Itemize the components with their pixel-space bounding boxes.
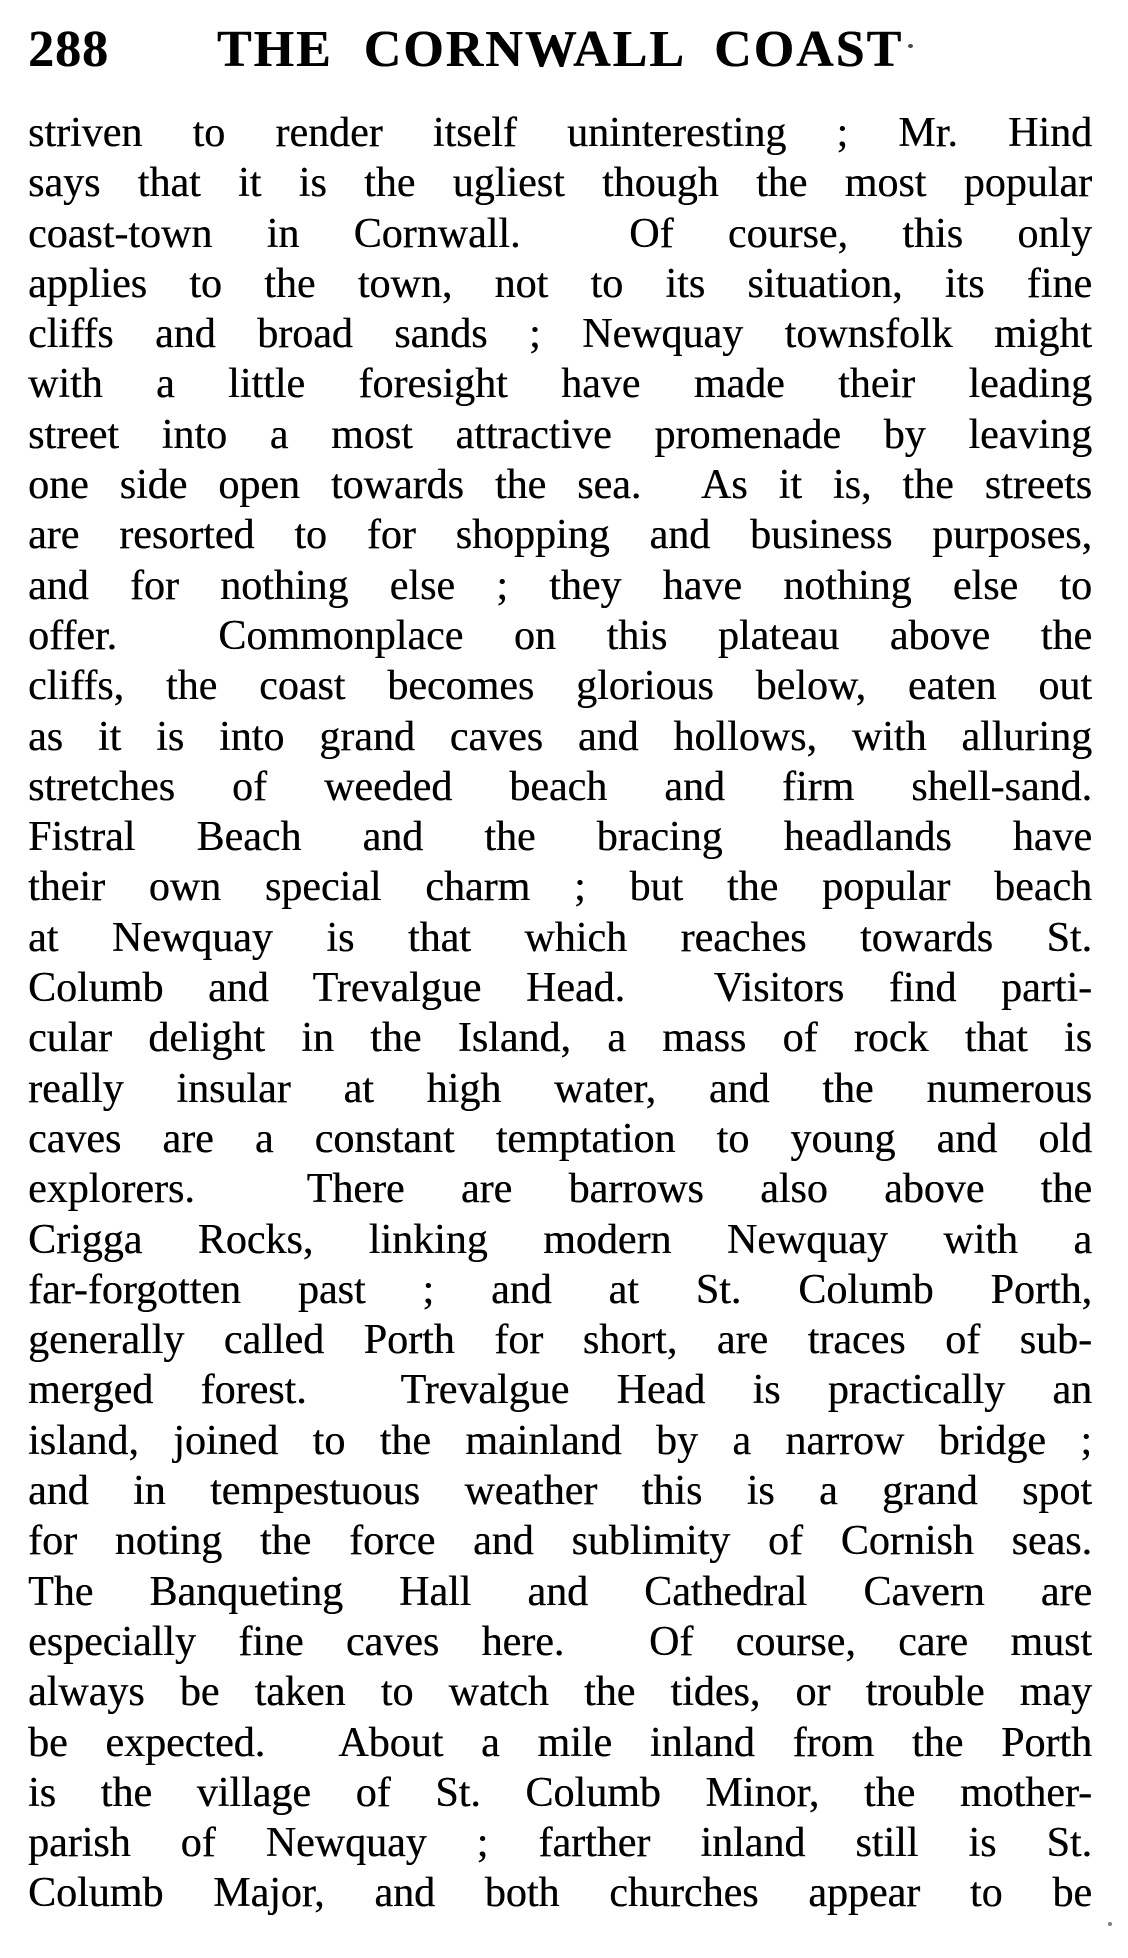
text-line: stretches of weeded beach and firm shell-sand.: [28, 763, 1092, 810]
text-line: cliffs, the coast becomes glorious below, eaten out: [28, 663, 1092, 710]
text-line: says that it is the ugliest though the most popular: [28, 160, 1092, 207]
scan-speck: [908, 44, 913, 48]
text-line: generally called Porth for short, are traces of sub-: [28, 1317, 1092, 1364]
page-header: [28, 21, 1092, 80]
text-line: The Banqueting Hall and Cathedral Cavern are: [28, 1568, 1092, 1615]
text-line: applies to the town, not to its situation, its fine: [28, 260, 1092, 307]
text-line: striven to render itself uninteresting ; Mr. Hind: [28, 110, 1092, 156]
text-line: are resorted to for shopping and business purposes,: [28, 512, 1092, 559]
text-line: their own special charm ; but the popular beach: [28, 864, 1092, 911]
text-line: always be taken to watch the tides, or trouble may: [28, 1669, 1092, 1716]
text-line: Crigga Rocks, linking modern Newquay with a: [28, 1216, 1092, 1263]
text-line: explorers. There are barrows also above the: [28, 1166, 1092, 1213]
text-line: coast-town in Cornwall. Of course, this only: [28, 210, 1092, 257]
text-line: with a little foresight have made their leading: [28, 361, 1092, 408]
text-line: caves are a constant temptation to young and old: [28, 1115, 1092, 1162]
text-line: far-forgotten past ; and at St. Columb Porth,: [28, 1266, 1092, 1313]
text-line: is the village of St. Columb Minor, the mother-: [28, 1769, 1092, 1816]
text-line: and in tempestuous weather this is a grand spot: [28, 1468, 1092, 1515]
text-line: Columb and Trevalgue Head. Visitors find parti-: [28, 965, 1092, 1012]
text-line: at Newquay is that which reaches towards St.: [28, 914, 1092, 961]
text-line: parish of Newquay ; farther inland still is St.: [28, 1820, 1092, 1867]
page-body: [28, 108, 1092, 1919]
text-line: really insular at high water, and the numerous: [28, 1065, 1092, 1112]
text-line: and for nothing else ; they have nothing else to: [28, 562, 1092, 609]
text-line: merged forest. Trevalgue Head is practically an: [28, 1367, 1092, 1414]
text-line: be expected. About a mile inland from the Porth: [28, 1719, 1092, 1766]
scan-speck: [1108, 1922, 1112, 1926]
text-line: one side open towards the sea. As it is, the streets: [28, 462, 1092, 509]
text-line: offer. Commonplace on this plateau above the: [28, 612, 1092, 659]
text-line: Columb Major, and both churches appear to be: [28, 1870, 1092, 1917]
text-line: island, joined to the mainland by a narrow bridge ;: [28, 1417, 1092, 1464]
text-line: Fistral Beach and the bracing headlands have: [28, 814, 1092, 861]
text-line: cular delight in the Island, a mass of rock that is: [28, 1015, 1092, 1062]
text-line: for noting the force and sublimity of Cornish seas.: [28, 1518, 1092, 1565]
text-line: especially fine caves here. Of course, care must: [28, 1618, 1092, 1665]
running-title: THE CORNWALL COAST: [216, 21, 904, 78]
text-line: cliffs and broad sands ; Newquay townsfolk might: [28, 311, 1092, 358]
page-number: 288: [28, 21, 109, 78]
text-line: as it is into grand caves and hollows, with alluring: [28, 713, 1092, 760]
text-line: street into a most attractive promenade by leaving: [28, 411, 1092, 458]
